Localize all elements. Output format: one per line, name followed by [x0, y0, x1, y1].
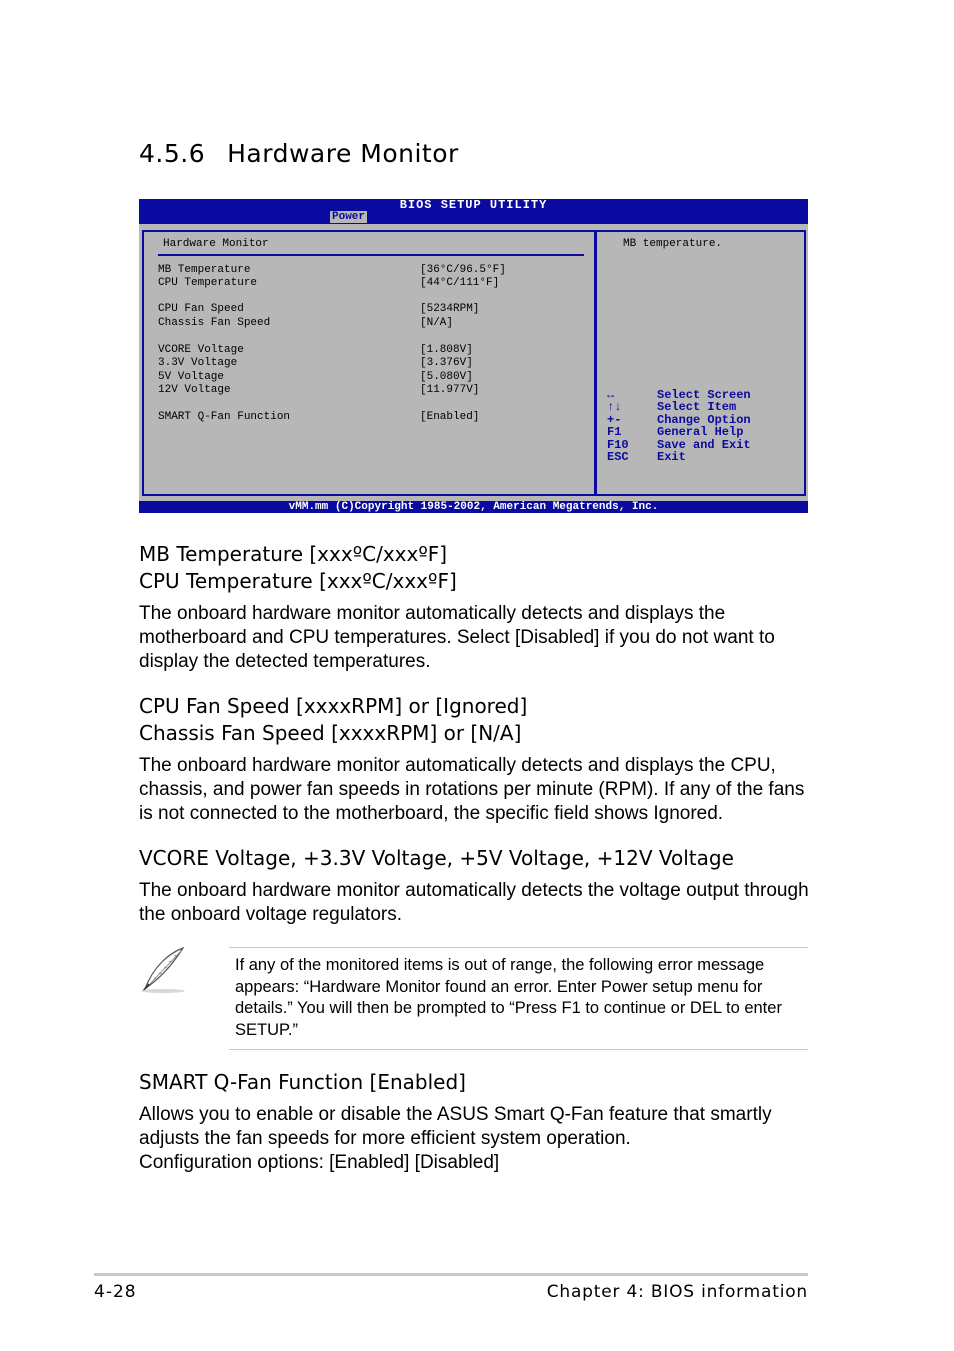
item-value: [11.977V]	[420, 384, 480, 396]
key-desc: Save and Exit	[657, 438, 751, 452]
key-f1: F1	[607, 425, 622, 439]
note-text: If any of the monitored items is out of range, the following error message appears: “Hardware Monitor found an error. Enter Power setup menu for details.” You will then be prompted to “Press F1 to continue or DEL to enter SETUP.”	[235, 956, 782, 1039]
bios-heading-divider	[158, 254, 584, 256]
chapter-title: Chapter 4: BIOS information	[546, 1282, 808, 1302]
item-label: 12V Voltage	[158, 384, 231, 396]
item-value: [3.376V]	[420, 357, 473, 369]
bios-main-panel	[142, 230, 596, 496]
page-number: 4-28	[94, 1282, 137, 1302]
key-desc: Select Screen	[657, 388, 751, 402]
heading-chassis-fan-speed: Chassis Fan Speed [xxxxRPM] or [N/A]	[139, 721, 522, 745]
heading-smart-qfan: SMART Q-Fan Function [Enabled]	[139, 1070, 466, 1094]
item-value: [5.080V]	[420, 371, 473, 383]
item-value: [44°C/111°F]	[420, 277, 500, 289]
note-bottom-rule	[229, 1049, 808, 1050]
item-label: 3.3V Voltage	[158, 357, 238, 369]
item-value: [N/A]	[420, 317, 454, 329]
bios-title-bar	[139, 199, 808, 224]
item-label: VCORE Voltage	[158, 344, 244, 356]
item-label: SMART Q-Fan Function	[158, 411, 291, 423]
item-value: [5234RPM]	[420, 303, 480, 315]
key-desc: General Help	[657, 425, 744, 439]
heading-voltage: VCORE Voltage, +3.3V Voltage, +5V Voltage, +12V Voltage	[139, 846, 734, 870]
bios-help-panel	[595, 230, 806, 496]
footer-rule	[94, 1273, 808, 1276]
key-up-down-icon: ↑↓	[607, 400, 622, 414]
note-top-rule	[229, 947, 808, 948]
bios-panel-heading: Hardware Monitor	[163, 238, 269, 250]
key-plus-minus: +-	[607, 413, 622, 427]
key-desc: Change Option	[657, 413, 751, 427]
tab-power[interactable]: Power	[332, 211, 366, 223]
bios-screenshot	[139, 199, 808, 513]
item-label: MB Temperature	[158, 264, 251, 276]
key-esc: ESC	[607, 450, 629, 464]
item-value: [36°C/96.5°F]	[420, 264, 506, 276]
bios-help-text: MB temperature.	[623, 238, 723, 250]
key-hint-exit	[607, 450, 686, 499]
fan-speed-description: The onboard hardware monitor automatically detects and displays the CPU, chassis, and power fan speeds in rotations per minute (RPM). If any of the fans is not connected to the motherboard, the specific field shows Ignored.	[139, 755, 805, 824]
key-left-right-icon: ↔	[607, 388, 615, 402]
key-desc: Exit	[657, 450, 686, 464]
item-value: [1.808V]	[420, 344, 473, 356]
bios-title: BIOS SETUP UTILITY	[399, 198, 548, 212]
quill-pen-icon	[139, 945, 189, 995]
section-number: 4.5.6	[139, 139, 206, 168]
smart-qfan-description: Allows you to enable or disable the ASUS Smart Q-Fan feature that smartly adjusts the fan speeds for more efficient system operation.	[139, 1104, 772, 1149]
item-label: CPU Temperature	[158, 277, 258, 289]
heading-cpu-fan-speed: CPU Fan Speed [xxxxRPM] or [Ignored]	[139, 694, 528, 718]
item-label: 5V Voltage	[158, 371, 225, 383]
key-f10: F10	[607, 438, 629, 452]
section-title-text: Hardware Monitor	[227, 139, 459, 168]
temperature-description: The onboard hardware monitor automatically detects and displays the motherboard and CPU temperatures. Select [Disabled] if you do not want to display the detected temperatures.	[139, 603, 775, 672]
bios-copyright: vMM.mm (C)Copyright 1985-2002, American Megatrends, Inc.	[139, 501, 808, 513]
heading-cpu-temperature: CPU Temperature [xxxºC/xxxºF]	[139, 569, 457, 593]
heading-mb-temperature: MB Temperature [xxxºC/xxxºF]	[139, 542, 448, 566]
voltage-description: The onboard hardware monitor automatically detects the voltage output through the onboard voltage regulators.	[139, 880, 809, 925]
section-title	[139, 139, 459, 168]
item-value: [Enabled]	[420, 411, 480, 423]
item-label: Chassis Fan Speed	[158, 317, 271, 329]
smart-qfan-options: Configuration options: [Enabled] [Disabled]	[139, 1152, 500, 1173]
key-desc: Select Item	[657, 400, 737, 414]
item-label: CPU Fan Speed	[158, 303, 244, 315]
